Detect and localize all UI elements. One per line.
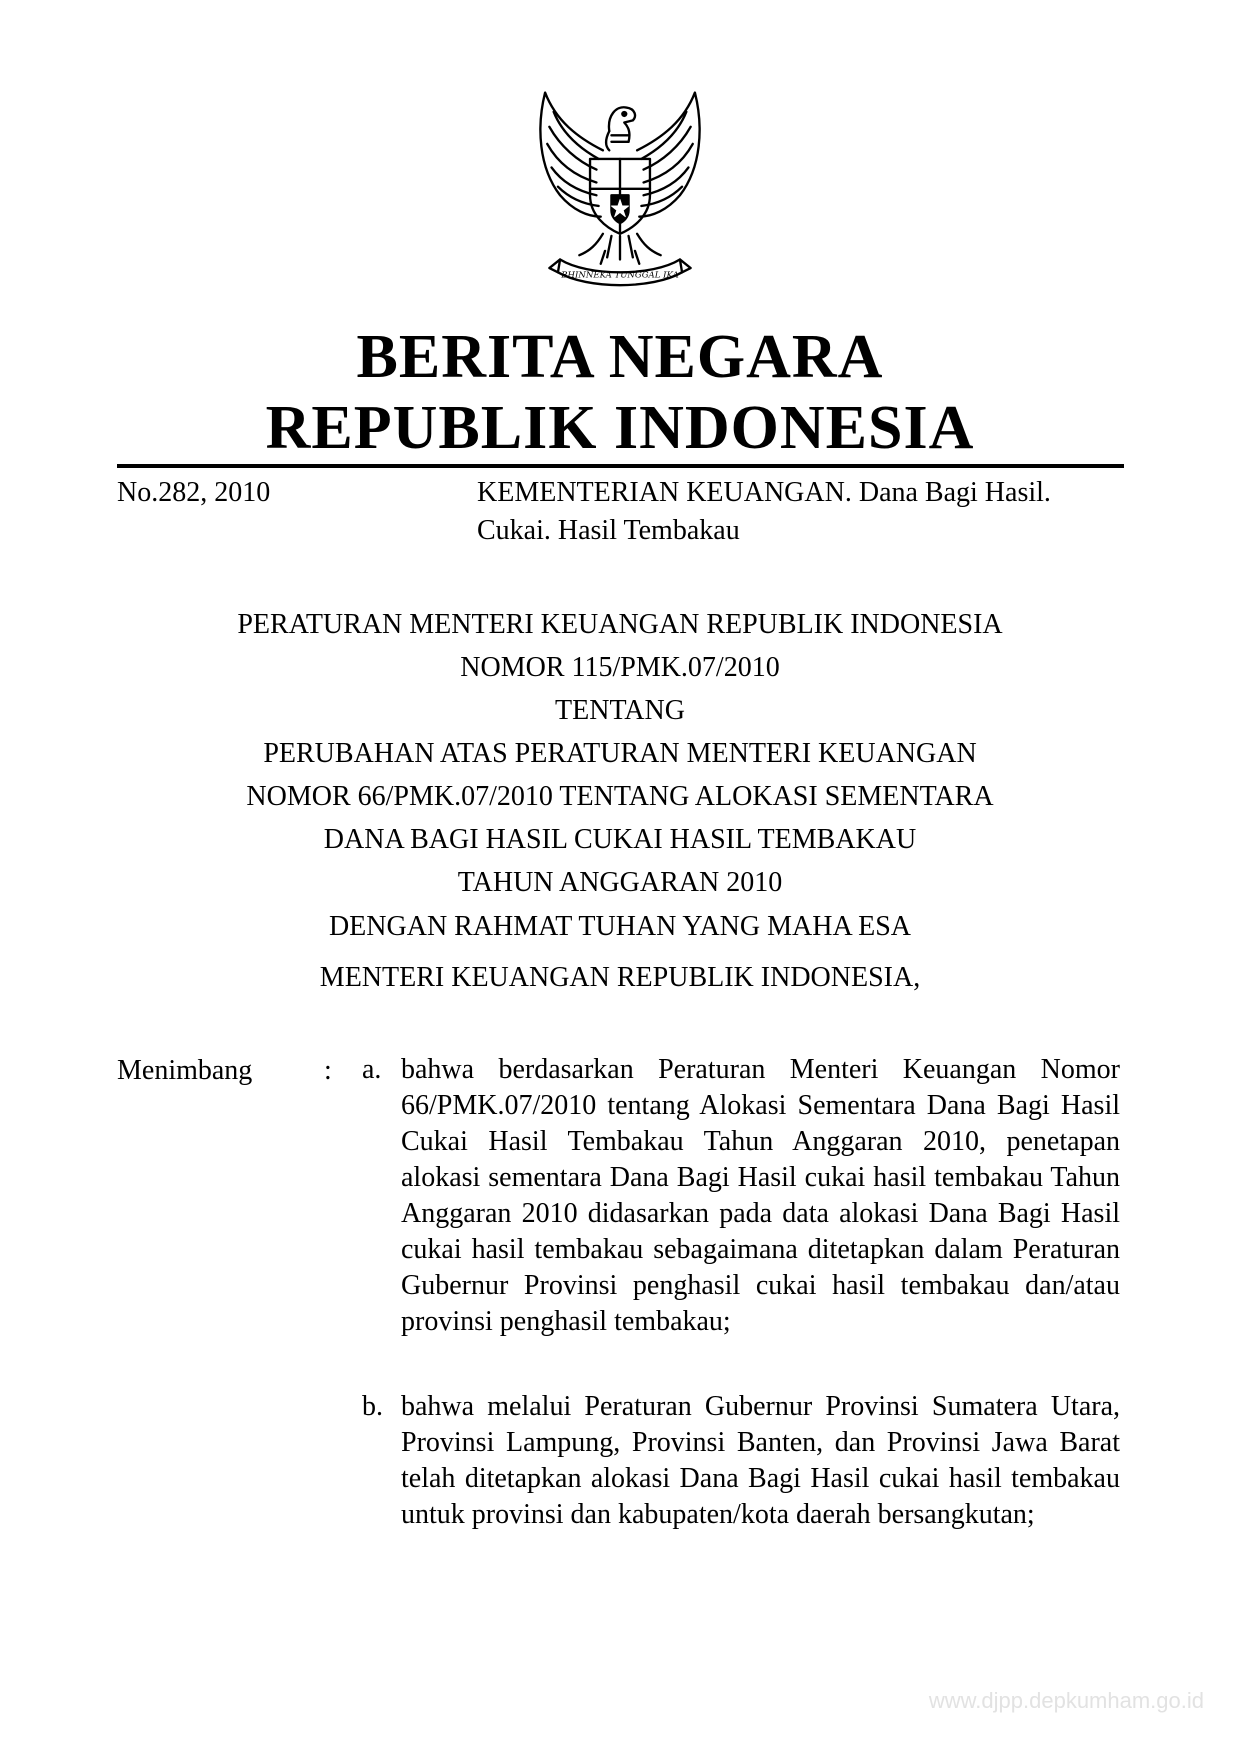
masthead-divider [117, 464, 1124, 468]
item-text: bahwa melalui Peraturan Gubernur Provinsi Sumatera Utara, Provinsi Lampung, Provinsi Banten, dan Provinsi Jawa Barat telah ditetapkan alokasi Dana Bagi Hasil cukai hasil tembakau untuk provinsi dan kabupaten/kota daerah bersangkutan; [401, 1391, 1120, 1530]
regulation-title-line: PERUBAHAN ATAS PERATURAN MENTERI KEUANGAN [263, 738, 977, 769]
preamble-line: DENGAN RAHMAT TUHAN YANG MAHA ESA [328, 911, 912, 942]
considering-colon: : [324, 1055, 332, 1086]
considering-item-a [362, 1052, 1120, 1340]
regulation-type: PERATURAN MENTERI KEUANGAN REPUBLIK INDONESIA [237, 609, 1003, 640]
preamble-line: MENTERI KEUANGAN REPUBLIK INDONESIA, [319, 962, 921, 993]
masthead-subtitle: REPUBLIK INDONESIA [265, 394, 975, 462]
item-marker: b. [362, 1391, 383, 1422]
issue-subject [477, 474, 1127, 550]
issue-subject-line: Cukai. Hasil Tembakau [477, 515, 740, 546]
item-marker: a. [362, 1054, 382, 1085]
preamble [0, 905, 1240, 999]
considering-item-b [362, 1389, 1120, 1533]
regulation-number: NOMOR 115/PMK.07/2010 [460, 652, 780, 683]
regulation-about: TENTANG [555, 695, 685, 726]
svg-text:BHINNEKA TUNGGAL IKA: BHINNEKA TUNGGAL IKA [561, 270, 679, 281]
watermark-url: www.djpp.depkumham.go.id [928, 1688, 1204, 1713]
considering-label: Menimbang [117, 1055, 253, 1086]
masthead-title: BERITA NEGARA [356, 323, 884, 391]
issue-subject-line: KEMENTERIAN KEUANGAN. Dana Bagi Hasil. [477, 477, 1051, 508]
item-text: bahwa berdasarkan Peraturan Menteri Keuangan Nomor 66/PMK.07/2010 tentang Alokasi Sementara Dana Bagi Hasil Cukai Hasil Tembakau Tahun Anggaran 2010, penetapan alokasi sementara Dana Bagi Hasil cukai hasil tembakau Tahun Anggaran 2010 didasarkan pada data alokasi Dana Bagi Hasil cukai hasil tembakau sebagaimana ditetapkan dalam Peraturan Gubernur Provinsi penghasil cukai hasil tembakau dan/atau provinsi penghasil tembakau; [401, 1054, 1120, 1337]
regulation-title-line: TAHUN ANGGARAN 2010 [457, 867, 783, 898]
regulation-title-line: DANA BAGI HASIL CUKAI HASIL TEMBAKAU [323, 824, 917, 855]
garuda-emblem-icon [513, 84, 727, 298]
regulation-title-line: NOMOR 66/PMK.07/2010 TENTANG ALOKASI SEMENTARA [246, 781, 994, 812]
issue-number: No.282, 2010 [117, 477, 271, 508]
regulation-heading [0, 603, 1240, 904]
